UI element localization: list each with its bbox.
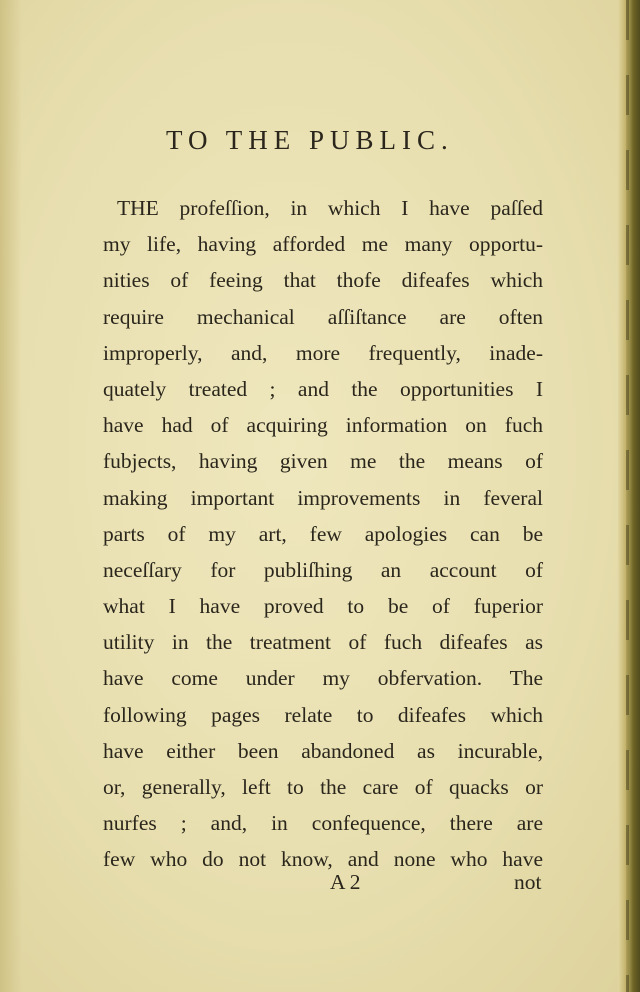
text-line: improperly, and, more frequently, inade-	[103, 340, 543, 365]
text-line: few who do not know, and none who have	[103, 847, 543, 872]
catchword: not	[514, 870, 542, 894]
page-edge	[618, 0, 640, 992]
text-line: what I have proved to be of fuperior	[103, 594, 543, 619]
page-gutter-shadow	[0, 0, 22, 992]
text-line: parts of my art, few apologies can be	[103, 521, 543, 546]
text-line: following pages relate to difeafes which	[103, 702, 543, 727]
text-line: have either been abandoned as incurable,	[103, 738, 543, 763]
text-line: fubjects, having given me the means of	[103, 449, 543, 474]
text-line: nurfes ; and, in confequence, there are	[103, 811, 543, 836]
page-heading: TO THE PUBLIC.	[166, 125, 454, 155]
text-line: making important improvements in feveral	[103, 485, 543, 510]
text-line: nities of feeing that thofe difeafes which	[103, 268, 543, 293]
text-line: or, generally, left to the care of quacks or	[103, 775, 543, 799]
text-line: my life, having afforded me many opportu-	[103, 232, 543, 257]
text-line: quately treated ; and the opportunities I	[103, 376, 543, 401]
text-line: have had of acquiring information on fuch	[103, 413, 543, 438]
body-text	[103, 190, 543, 878]
text-line: have come under my obfervation. The	[103, 666, 543, 691]
text-line: neceſſary for publiſhing an account of	[103, 557, 543, 582]
text-line: require mechanical aſſiſtance are often	[103, 304, 543, 329]
text-line: THE profeſſion, in which I have paſſed	[117, 196, 543, 220]
text-line: utility in the treatment of fuch difeafes as	[103, 630, 543, 655]
signature-mark: A 2	[330, 870, 361, 894]
